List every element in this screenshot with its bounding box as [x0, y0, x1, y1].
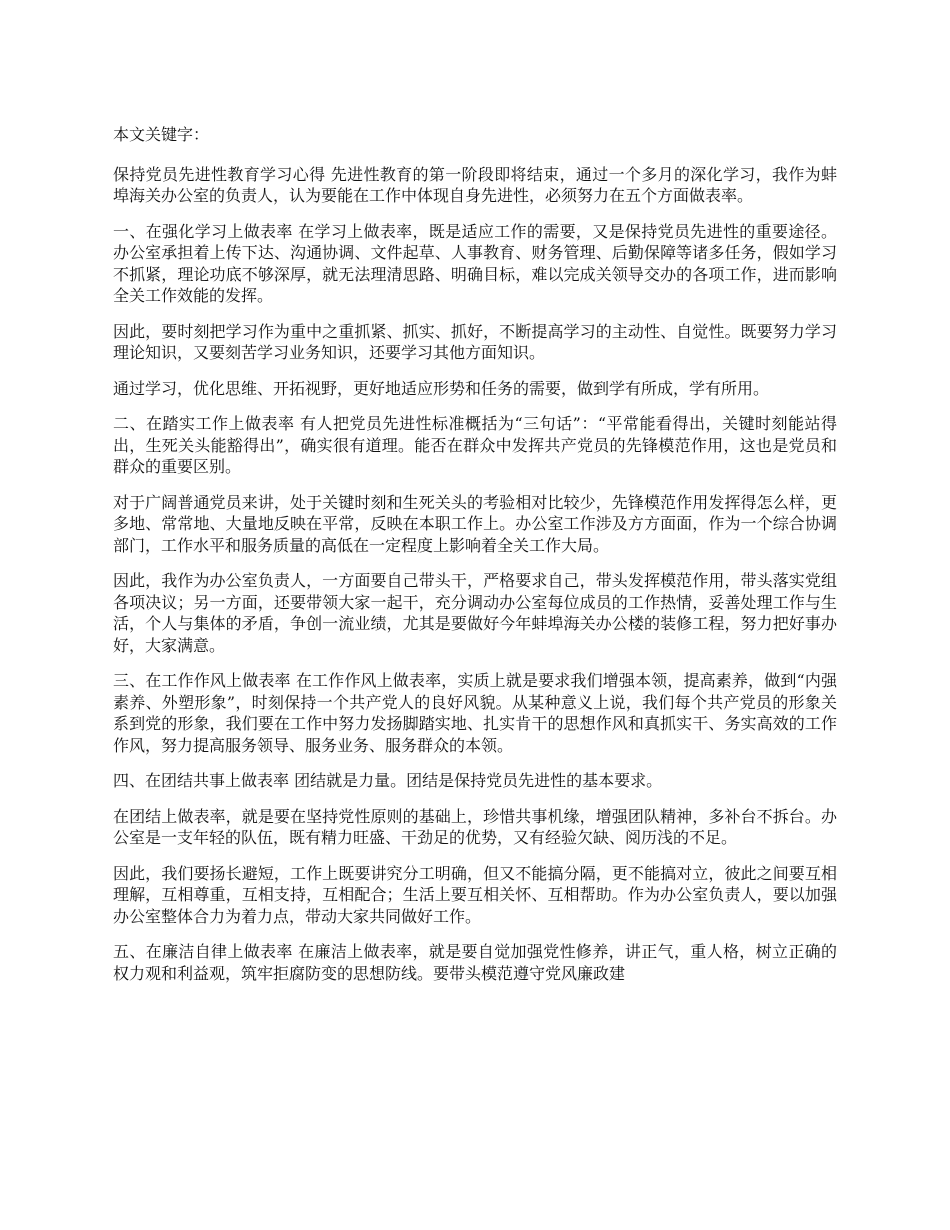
paragraph-work-3: 因此，我作为办公室负责人，一方面要自己带头干，严格要求自己，带头发挥模范作用，带头落实党组各项决议；另一方面，还要带领大家一起干，充分调动办公室每位成员的工作热情，妥善处理工作与生活，个人与集体的矛盾，争创一流业绩，尤其是要做好今年蚌埠海关办公楼的装修工程，努力把好事办好，大家满意。 — [113, 571, 837, 655]
keywords-label: 本文关键字： — [113, 125, 210, 144]
paragraph-intro: 保持党员先进性教育学习心得 先进性教育的第一阶段即将结束，通过一个多月的深化学习，我作为蚌埠海关办公室的负责人，认为要能在工作中体现自身先进性，必须努力在五个方面做表率。 — [113, 164, 837, 205]
paragraph-style: 三、在工作作风上做表率 在工作作风上做表率，实质上就是要求我们增强本领，提高素养，做到“内强素养、外塑形象”，时刻保持一个共产党人的良好风貌。从某种意义上说，我们每个共产党员的形象关系到党的形象，我们要在工作中努力发扬脚踏实地、扎实肯干的思想作风和真抓实干、务实高效的工作作风，努力提高服务领导、服务业务、服务群众的本领。 — [113, 671, 837, 755]
paragraph-unity-2: 在团结上做表率，就是要在坚持党性原则的基础上，珍惜共事机缘，增强团队精神，多补台不拆台。办公室是一支年轻的队伍，既有精力旺盛、干劲足的优势，又有经验欠缺、阅历浅的不足。 — [113, 806, 837, 847]
paragraph-work: 二、在踏实工作上做表率 有人把党员先进性标准概括为“三句话”：“平常能看得出，关键时刻能站得出，生死关头能豁得出”，确实很有道理。能否在群众中发挥共产党员的先锋模范作用，这也是党员和群众的重要区别。 — [113, 414, 837, 476]
paragraph-study-3: 通过学习，优化思维、开拓视野，更好地适应形势和任务的需要，做到学有所成，学有所用。 — [113, 378, 770, 398]
paragraph-unity-3: 因此，我们要扬长避短，工作上既要讲究分工明确，但又不能搞分隔，更不能搞对立，彼此之间要互相理解，互相尊重，互相支持，互相配合；生活上要互相关怀、互相帮助。作为办公室负责人，要以加强办公室整体合力为着力点，带动大家共同做好工作。 — [113, 863, 837, 926]
paragraph-study-2: 因此，要时刻把学习作为重中之重抓紧、抓实、抓好，不断提高学习的主动性、自觉性。既要努力学习理论知识，又要刻苦学习业务知识，还要学习其他方面知识。 — [113, 321, 837, 362]
paragraph-unity: 四、在团结共事上做表率 团结就是力量。团结是保持党员先进性的基本要求。 — [113, 771, 663, 790]
paragraph-study: 一、在强化学习上做表率 在学习上做表率，既是适应工作的需要，又是保持党员先进性的重要途径。办公室承担着上传下达、沟通协调、文件起草、人事教育、财务管理、后勤保障等诸多任务，假如学习不抓紧，理论功底不够深厚，就无法理清思路、明确目标，难以完成关领导交办的各项工作，进而影响全关工作效能的发挥。 — [113, 221, 837, 305]
document-body — [113, 124, 837, 998]
paragraph-work-2: 对于广阔普通党员来讲，处于关键时刻和生死关头的考验相对比较少，先锋模范作用发挥得怎么样，更多地、常常地、大量地反映在平常，反映在本职工作上。办公室工作涉及方方面面，作为一个综合协调部门，工作水平和服务质量的高低在一定程度上影响着全关工作大局。 — [113, 492, 837, 555]
paragraph-integrity: 五、在廉洁自律上做表率 在廉洁上做表率，就是要自觉加强党性修养，讲正气，重人格，树立正确的权力观和利益观，筑牢拒腐防变的思想防线。要带头模范遵守党风廉政建 — [113, 942, 837, 983]
